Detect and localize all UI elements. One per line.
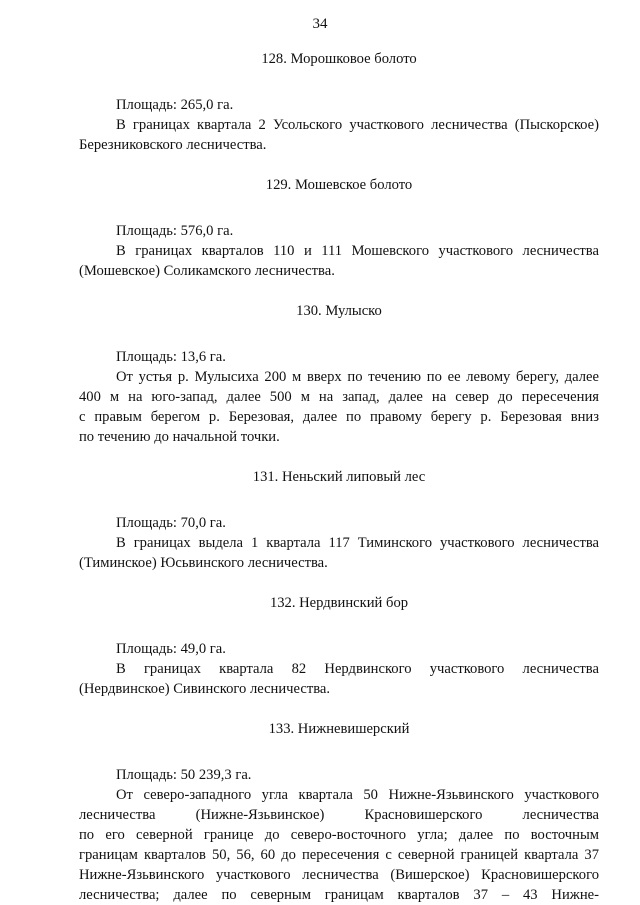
section-text-line: Березниковского лесничества.	[79, 137, 267, 153]
section-area: Площадь: 265,0 га.	[116, 97, 234, 113]
section-text-line: по его северной границе до северо-восточного угла; далее по восточным	[79, 827, 599, 843]
page-number: 34	[312, 16, 328, 32]
section-text-line: В границах кварталов 110 и 111 Мошевского участкового лесничества	[116, 243, 599, 259]
section-text-line: Нижне-Язьвинского участкового лесничества (Вишерское) Красновишерского	[79, 867, 599, 883]
section-text-line: От устья р. Мулысиха 200 м вверх по течению по ее левому берегу, далее	[116, 369, 599, 385]
section-text-line: лесничества (Нижне-Язьвинское) Красновишерского лесничества	[79, 807, 599, 823]
section-text-line: В границах квартала 2 Усольского участкового лесничества (Пыскорское)	[116, 117, 599, 133]
section-131	[79, 467, 599, 573]
section-130	[79, 301, 599, 447]
section-text-line: (Нердвинское) Сивинского лесничества.	[79, 681, 331, 697]
section-heading: 131. Неньский липовый лес	[252, 469, 426, 485]
section-text-line: От северо-западного угла квартала 50 Нижне-Язьвинского участкового	[116, 787, 599, 803]
section-heading: 133. Нижневишерский	[268, 721, 410, 737]
section-text-line: с правым берегом р. Березовая, далее по правому берегу р. Березовая вниз	[79, 409, 599, 425]
section-heading: 132. Нердвинский бор	[269, 595, 409, 611]
section-129	[79, 175, 599, 281]
section-text-line: (Тиминское) Юсьвинского лесничества.	[79, 555, 328, 571]
section-text-line: границам кварталов 50, 56, 60 до пересечения с северной границей квартала 37	[79, 847, 599, 863]
section-text-line: 400 м на юго-запад, далее 500 м на запад, далее на север до пересечения	[79, 389, 599, 405]
section-area: Площадь: 50 239,3 га.	[116, 767, 252, 783]
document-body	[79, 49, 599, 905]
section-132	[79, 593, 599, 699]
section-area: Площадь: 49,0 га.	[116, 641, 226, 657]
section-heading: 130. Мулыско	[296, 303, 382, 319]
section-text-line: В границах квартала 82 Нердвинского участкового лесничества	[116, 661, 599, 677]
section-133	[79, 719, 599, 905]
section-text-line: по течению до начальной точки.	[79, 429, 280, 445]
section-text-line: В границах выдела 1 квартала 117 Тиминского участкового лесничества	[116, 535, 599, 551]
section-heading: 129. Мошевское болото	[265, 177, 413, 193]
section-area: Площадь: 13,6 га.	[116, 349, 226, 365]
section-heading: 128. Морошковое болото	[261, 51, 417, 67]
section-area: Площадь: 576,0 га.	[116, 223, 234, 239]
section-text-line: (Мошевское) Соликамского лесничества.	[79, 263, 335, 279]
section-area: Площадь: 70,0 га.	[116, 515, 226, 531]
section-text-line: лесничества; далее по северным границам кварталов 37 – 43 Нижне-	[79, 887, 599, 903]
section-128	[79, 49, 599, 155]
